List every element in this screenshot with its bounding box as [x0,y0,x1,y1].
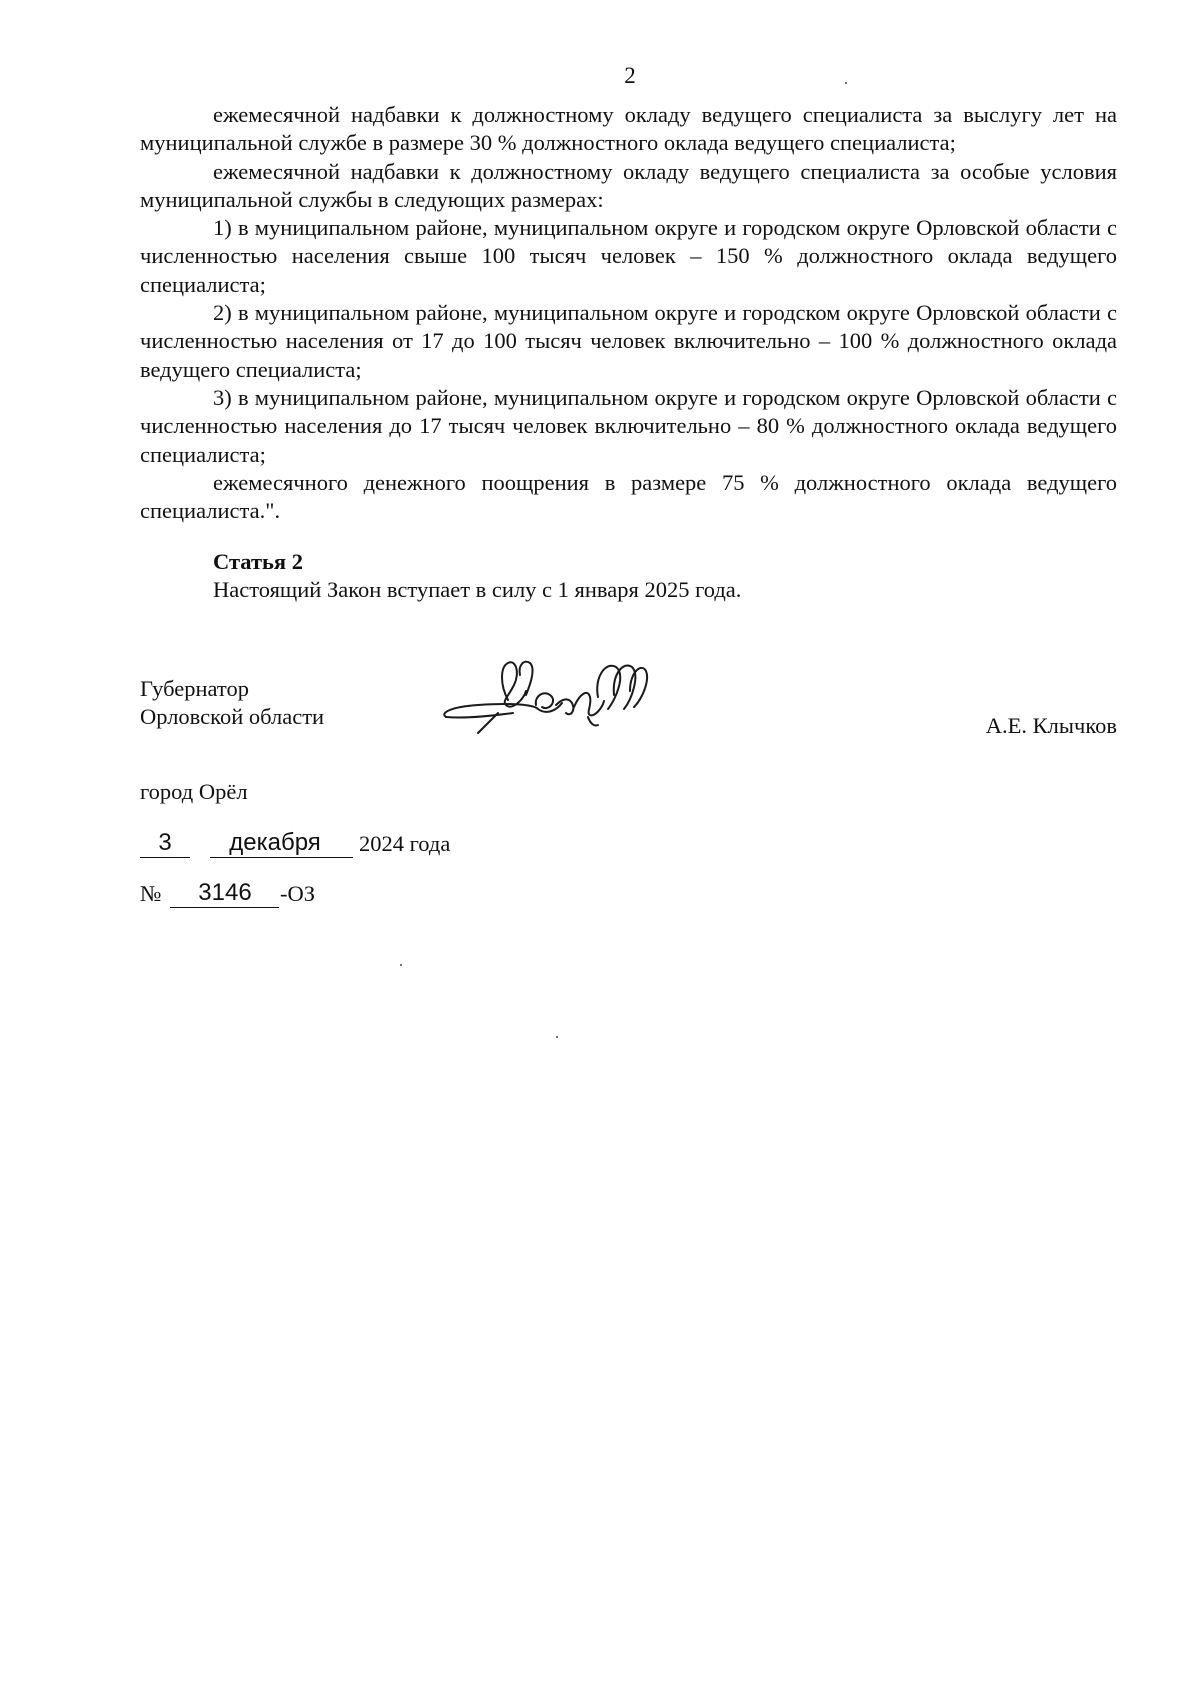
number-sign: № [140,881,162,906]
law-number-suffix: -ОЗ [280,881,316,906]
signatory-title-line-2: Орловской области [140,704,325,729]
scan-speck [400,964,402,966]
page-number: 2 [624,63,636,88]
paragraph-monetary-incentive: ежемесячного денежного поощрения в размере 75 % должностного оклада ведущего специалиста.". [140,469,1117,524]
scan-speck [845,82,847,84]
paragraph-length-of-service-bonus: ежемесячной надбавки к должностному окладу ведущего специалиста за выслугу лет на муниципальной службе в размере 30 % должностного оклада ведущего специалиста; [140,102,1117,156]
article-text: Настоящий Закон вступает в силу с 1 января 2025 года. [213,577,742,602]
article-heading: Статья 2 [213,549,303,574]
signing-date [140,830,540,860]
law-body-text [140,101,1117,525]
law-number [140,880,540,910]
paragraph-item-2: 2) в муниципальном районе, муниципальном округе и городском округе Орловской области с численностью населения от 17 до 100 тысяч человек включительно – 100 % должностного оклада ведущего специалиста; [140,300,1117,382]
law-number-underline [170,907,279,908]
date-day-underline [140,857,190,858]
signatory-title [140,675,324,731]
handwritten-signature [438,655,658,740]
signatory-title-line-1: Губернатор [140,676,249,701]
paragraph-item-1: 1) в муниципальном районе, муниципальном округе и городском округе Орловской области с численностью населения свыше 100 тысяч человек – 150 % должностного оклада ведущего специалиста; [140,215,1117,297]
date-day: 3 [158,829,172,856]
paragraph-item-3: 3) в муниципальном районе, муниципальном округе и городском округе Орловской области с численностью населения до 17 тысяч человек включительно – 80 % должностного оклада ведущего специалиста; [140,384,1117,467]
place-of-signing: город Орёл [140,779,248,804]
signer-name: А.Е. Клычков [985,713,1117,738]
article-2 [213,548,741,604]
date-month-underline [210,857,353,858]
law-number-value: 3146 [198,879,252,906]
date-year: 2024 года [359,831,451,856]
scan-speck [556,1036,558,1038]
paragraph-special-conditions-bonus: ежемесячной надбавки к должностному окладу ведущего специалиста за особые условия муниципальной службы в следующих размерах: [140,158,1117,212]
date-month: декабря [229,829,321,856]
